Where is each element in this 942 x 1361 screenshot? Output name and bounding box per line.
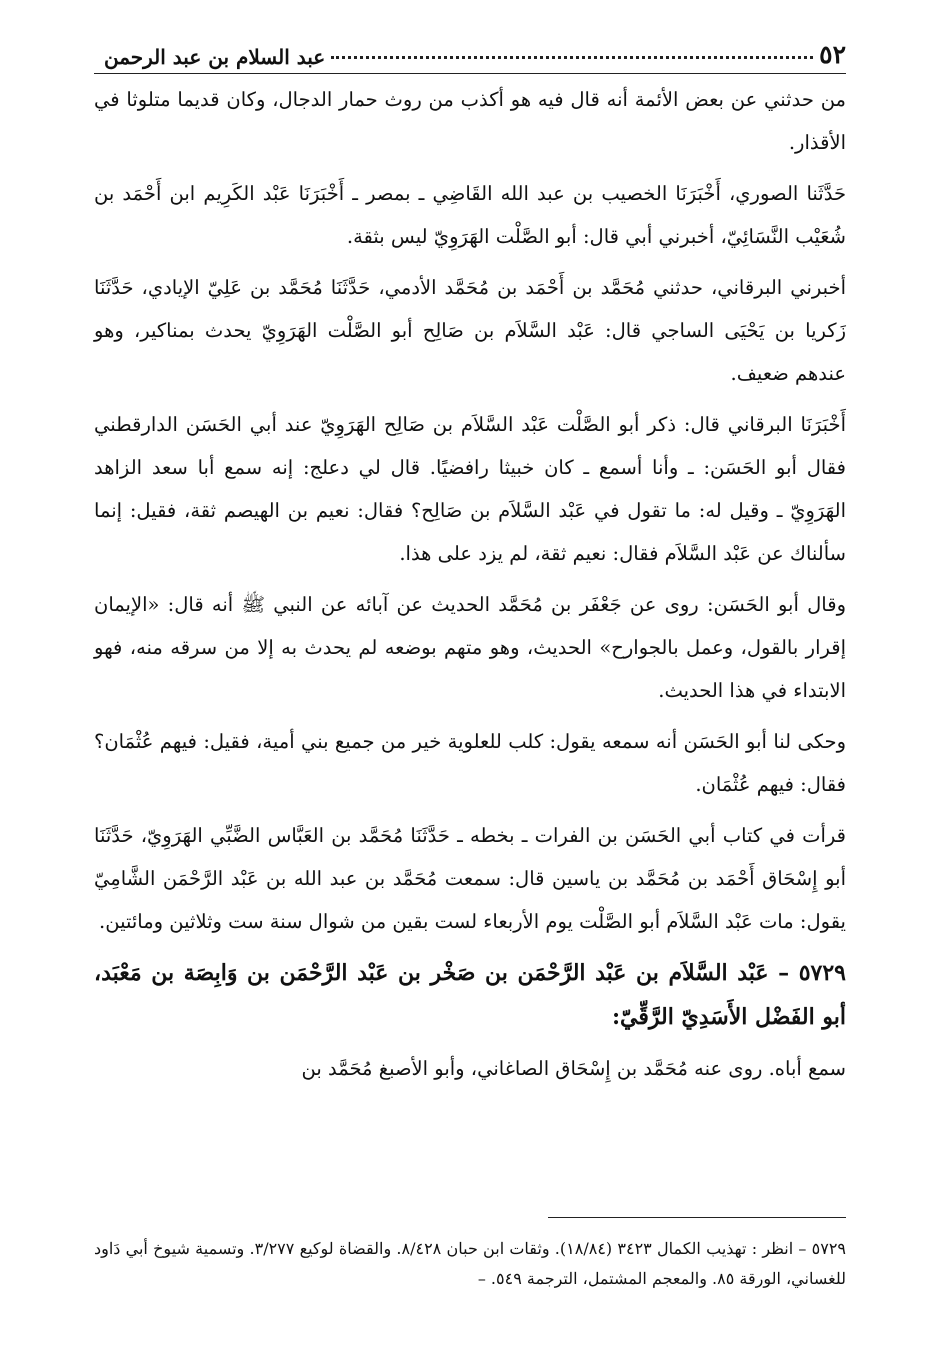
header-dotted-leader bbox=[331, 56, 813, 59]
paragraph: وحكى لنا أبو الحَسَن أنه سمعه يقول: كلب للعلوية خير من جميع بني أمية، فقيل: فيهم عُثْمَان؟ فقال: فيهم عُثْمَان. bbox=[94, 730, 846, 796]
entry-heading: ٥٧٢٩ – عَبْد السَّلاَم بن عَبْد الرَّحْمَن بن صَخْر بن عَبْد الرَّحْمَن بن وَابِصَة بن مَعْبَد، أبو الفَضْل الأَسَدِيّ الرَّقِّيّ: bbox=[94, 960, 846, 1030]
paragraph: أخبرني البرقاني، حدثني مُحَمَّد بن أَحْمَد بن مُحَمَّد الأدمي، حَدَّثَنَا مُحَمَّد بن عَلِيّ الإيادي، حَدَّثَنَا زَكريا بن يَحْيَى الساجي قال: عَبْد السَّلاَم بن صَالِح أبو الصَّلْت الهَرَوِيّ يحدث بمناكير، وهو عندهم ضعيف. bbox=[94, 276, 846, 385]
entry-first-line: سمع أباه. روى عنه مُحَمَّد بن إِسْحَاق الصاغاني، وأبو الأصبغ مُحَمَّد بن bbox=[301, 1057, 846, 1080]
paragraph: أَخْبَرَنَا البرقاني قال: ذكر أبو الصَّلْت عَبْد السَّلاَم بن صَالِح الهَرَوِيّ عند أبي الحَسَن الدارقطني فقال أبو الحَسَن: ـ وأنا أسمع ـ كان خبيثا رافضيًا. قال لي دعلج: إنه سمع أبا سعد الزاهد الهَرَوِيّ ـ وقيل له: ما تقول في عَبْد السَّلاَم بن صَالِح؟ فقال: نعيم بن الهيصم ثقة، فقيل: إنما سألناك عن عَبْد السَّلاَم فقال: نعيم ثقة، لم يزد على هذا. bbox=[94, 413, 846, 565]
paragraph: قرأت في كتاب أبي الحَسَن بن الفرات ـ بخطه ـ حَدَّثَنَا مُحَمَّد بن العَبَّاس الضَّبِّي الهَرَوِيّ، حَدَّثَنَا أبو إِسْحَاق أَحْمَد بن مُحَمَّد بن ياسين قال: سمعت مُحَمَّد بن عبد الله بن عَبْد الرَّحْمَن الشَّامِيّ يقول: مات عَبْد السَّلاَم أبو الصَّلْت يوم الأربعاء لست بقين من شوال سنة ست وثلاثين ومائتين. bbox=[94, 824, 846, 933]
running-title: عبد السلام بن عبد الرحمن bbox=[104, 45, 326, 69]
paragraph: من حدثني عن بعض الأئمة أنه قال فيه هو أكذب من روث حمار الدجال، وكان قديما متلوثا في الأقذار. bbox=[94, 88, 846, 154]
page-header bbox=[94, 34, 846, 74]
page-number: ٥٢ bbox=[819, 40, 846, 69]
footnote: ٥٧٢٩ – انظر : تهذيب الكمال ٣٤٢٣ (١٨/٨٤). وثقات ابن حبان ٨/٤٢٨. والقضاة لوكيع ٣/٢٧٧. وتسمية شيوخ أبي دَاود للغساني، الورقة ٨٥. والمعجم المشتمل، الترجمة ٥٤٩. – bbox=[94, 1239, 847, 1288]
main-text bbox=[94, 78, 846, 1098]
paragraph: حَدَّثَنا الصوري، أَخْبَرَنَا الخصيب بن عبد الله القَاضِي ـ بمصر ـ أَخْبَرَنَا عَبْد الكَرِيم ابن أَحْمَد بن شُعَيْب النَّسَائِيّ، أخبرني أبي قال: أبو الصَّلْت الهَرَوِيّ ليس بثقة. bbox=[94, 182, 846, 248]
footnote-separator bbox=[548, 1217, 846, 1218]
paragraph: وقال أبو الحَسَن: روى عن جَعْفَر بن مُحَمَّد الحديث عن آبائه عن النبي ﷺ أنه قال: «الإيمان إقرار بالقول، وعمل بالجوارح» الحديث، وهو متهم بوضعه لم يحدث به إلا من سرقه منه، فهو الابتداء في هذا الحديث. bbox=[94, 593, 846, 702]
